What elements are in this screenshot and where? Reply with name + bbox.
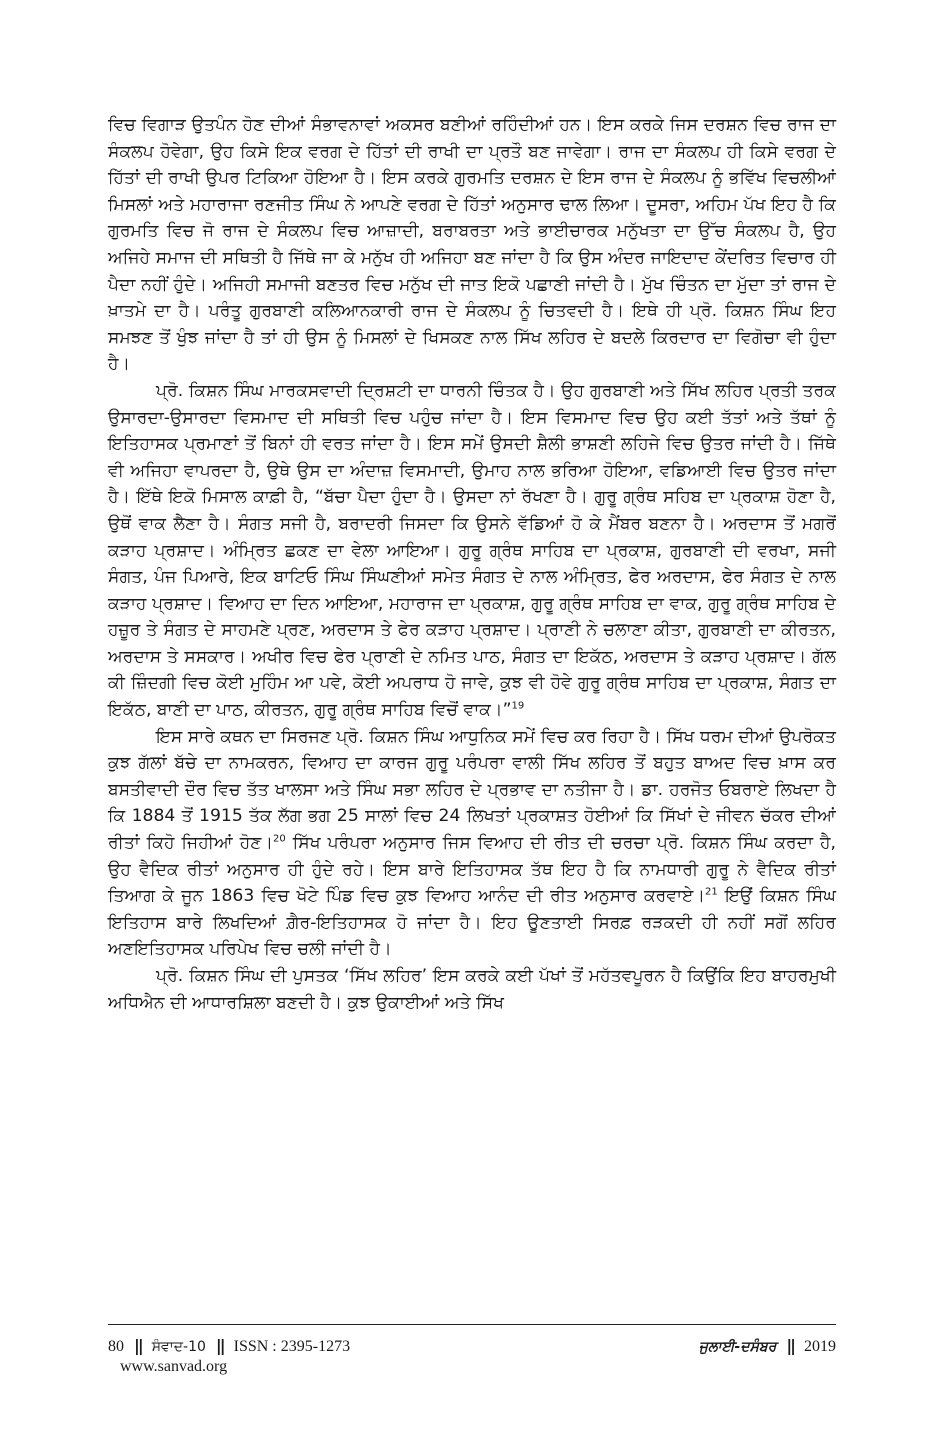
paragraph-3-text-c: ਇਉਂ ਕਿਸ਼ਨ ਸਿੰਘ ਇਤਿਹਾਸ ਬਾਰੇ ਲਿਖਦਿਆਂ ਗ਼ੈਰ-ਇਤਿਹਾਸਕ ਹੋ ਜਾਂਦਾ ਹੈ। ਇਹ ਊਣਤਾਈ ਸਿਰਫ਼ ਰੜਕਦੀ ਹੀ ਨਹੀਂ ਸਗੋਂ ਲਹਿਰ ਅਣਇਤਿਹਾਸਕ ਪਰਿਪੇਖ ਵਿਚ ਚਲੀ ਜਾਂਦੀ ਹੈ। — [108, 886, 837, 960]
footer-separator: || — [134, 1336, 142, 1355]
issue-year: 2019 — [804, 1338, 836, 1355]
footnote-ref-20[interactable]: 20 — [273, 833, 286, 845]
paragraph-4: ਪ੍ਰੋ. ਕਿਸ਼ਨ ਸਿੰਘ ਦੀ ਪੁਸਤਕ ‘ਸਿੱਖ ਲਹਿਰ’ ਇਸ ਕਰਕੇ ਕਈ ਪੱਖਾਂ ਤੋਂ ਮਹੱਤਵਪੂਰਨ ਹੈ ਕਿਉਂਕਿ ਇਹ ਬਾਹਰਮੁਖੀ ਅਧਿਐਨ ਦੀ ਆਧਾਰਸ਼ਿਲਾ ਬਣਦੀ ਹੈ। ਕੁਝ ਉਕਾਈਆਂ ਅਤੇ ਸਿੱਖ — [108, 966, 836, 1013]
journal-name: ਸੰਵਾਦ-10 — [151, 1339, 206, 1355]
footnote-ref-21[interactable]: 21 — [705, 886, 718, 898]
issn: ISSN : 2395-1273 — [233, 1338, 351, 1355]
paragraph-3-text-a: ਇਸ ਸਾਰੇ ਕਥਨ ਦਾ ਸਿਰਜਣ ਪ੍ਰੋ. ਕਿਸ਼ਨ ਸਿੰਘ ਆਧੁਨਿਕ ਸਮੇਂ ਵਿਚ ਕਰ ਰਿਹਾ ਹੈ। ਸਿੱਖ ਧਰਮ ਦੀਆਂ ਉਪਰੋਕਤ ਕੁਝ ਗੱਲਾਂ ਬੱਚੇ ਦਾ ਨਾਮਕਰਨ, ਵਿਆਹ ਦਾ ਕਾਰਜ ਗੁਰੂ ਪਰੰਪਰਾ ਵਾਲੀ ਸਿੱਖ ਲਹਿਰ ਤੋਂ ਬਹੁਤ ਬਾਅਦ ਵਿਚ ਖ਼ਾਸ ਕਰ ਬਸਤੀਵਾਦੀ ਦੌਰ ਵਿਚ ਤੱਤ ਖਾਲਸਾ ਅਤੇ ਸਿੰਘ ਸਭਾ ਲਹਿਰ ਦੇ ਪ੍ਰਭਾਵ ਦਾ ਨਤੀਜਾ ਹੈ। ਡਾ. ਹਰਜੋਤ ਓਬਰਾਏ ਲਿਖਦਾ ਹੈ ਕਿ 1884 ਤੋਂ 1915 ਤੱਕ ਲੱਗ ਭਗ 25 ਸਾਲਾਂ ਵਿਚ 24 ਲਿਖਤਾਂ ਪ੍ਰਕਾਸ਼ਤ ਹੋਈਆਂ ਕਿ ਸਿੱਖਾਂ ਦੇ ਜੀਵਨ ਚੱਕਰ ਦੀਆਂ ਰੀਤਾਂ ਕਿਹੋ ਜਿਹੀਆਂ ਹੋਣ। — [108, 726, 836, 854]
page-number: 80 — [108, 1338, 124, 1355]
website-url[interactable]: www.sanvad.org — [120, 1358, 228, 1375]
footnote-ref-19[interactable]: 19 — [511, 700, 525, 712]
footer-separator: || — [215, 1336, 224, 1355]
footer-right — [699, 1336, 836, 1356]
footer-left — [108, 1336, 350, 1356]
issue-period: ਜੁਲਾਈ-ਦਸੰਬਰ — [698, 1339, 777, 1355]
paragraph-1: ਵਿਚ ਵਿਗਾੜ ਉਤਪੰਨ ਹੋਣ ਦੀਆਂ ਸੰਭਾਵਨਾਵਾਂ ਅਕਸਰ ਬਣੀਆਂ ਰਹਿੰਦੀਆਂ ਹਨ। ਇਸ ਕਰਕੇ ਜਿਸ ਦਰਸ਼ਨ ਵਿਚ ਰਾਜ ਦਾ ਸੰਕਲਪ ਹੋਵੇਗਾ, ਉਹ ਕਿਸੇ ਇਕ ਵਰਗ ਦੇ ਹਿੱਤਾਂ ਦੀ ਰਾਖੀ ਦਾ ਪ੍ਰਤੌ ਬਣ ਜਾਵੇਗਾ। ਰਾਜ ਦਾ ਸੰਕਲਪ ਹੀ ਕਿਸੇ ਵਰਗ ਦੇ ਹਿੱਤਾਂ ਦੀ ਰਾਖੀ ਉਪਰ ਟਿਕਿਆ ਹੋਇਆ ਹੈ। ਇਸ ਕਰਕੇ ਗੁਰਮਤਿ ਦਰਸ਼ਨ ਦੇ ਇਸ ਰਾਜ ਦੇ ਸੰਕਲਪ ਨੂੰ ਭਵਿੱਖ ਵਿਚਲੀਆਂ ਮਿਸਲਾਂ ਅਤੇ ਮਹਾਰਾਜਾ ਰਣਜੀਤ ਸਿੰਘ ਨੇ ਆਪਣੇ ਵਰਗ ਦੇ ਹਿੱਤਾਂ ਅਨੁਸਾਰ ਢਾਲ ਲਿਆ। ਦੂਸਰਾ, ਅਹਿਮ ਪੱਖ ਇਹ ਹੈ ਕਿ ਗੁਰਮਤਿ ਵਿਚ ਜੋ ਰਾਜ ਦੇ ਸੰਕਲਪ ਵਿਚ ਆਜ਼ਾਦੀ, ਬਰਾਬਰਤਾ ਅਤੇ ਭਾਈਚਾਰਕ ਮਨੁੱਖਤਾ ਦਾ ਉੱਚ ਸੰਕਲਪ ਹੈ, ਉਹ ਅਜਿਹੇ ਸਮਾਜ ਦੀ ਸਥਿਤੀ ਹੈ ਜਿੱਥੇ ਜਾ ਕੇ ਮਨੁੱਖ ਹੀ ਅਜਿਹਾ ਬਣ ਜਾਂਦਾ ਹੈ ਕਿ ਉਸ ਅੰਦਰ ਜਾਇਦਾਦ ਕੇਂਦਰਿਤ ਵਿਚਾਰ ਹੀ ਪੈਦਾ ਨਹੀਂ ਹੁੰਦੇ। ਅਜਿਹੀ ਸਮਾਜੀ ਬਣਤਰ ਵਿਚ ਮਨੁੱਖ ਦੀ ਜਾਤ ਇਕੋ ਪਛਾਣੀ ਜਾਂਦੀ ਹੈ। ਮੁੱਖ ਚਿੰਤਨ ਦਾ ਮੁੱਦਾ ਤਾਂ ਰਾਜ ਦੇ ਖ਼ਾਤਮੇ ਦਾ ਹੈ। ਪਰੰਤੂ ਗੁਰਬਾਣੀ ਕਲਿਆਨਕਾਰੀ ਰਾਜ ਦੇ ਸੰਕਲਪ ਨੂੰ ਚਿਤਵਦੀ ਹੈ। ਇਥੇ ਹੀ ਪ੍ਰੋ. ਕਿਸ਼ਨ ਸਿੰਘ ਇਹ ਸਮਝਣ ਤੋਂ ਖੁੰਝ ਜਾਂਦਾ ਹੈ ਤਾਂ ਹੀ ਉਸ ਨੂੰ ਮਿਸਲਾਂ ਦੇ ਖਿਸਕਣ ਨਾਲ ਸਿੱਖ ਲਹਿਰ ਦੇ ਬਦਲੇ ਕਿਰਦਾਰ ਦਾ ਵਿਗੋਚਾ ਵੀ ਹੁੰਦਾ ਹੈ। — [108, 115, 836, 375]
paragraph-2-text: ਪ੍ਰੋ. ਕਿਸ਼ਨ ਸਿੰਘ ਮਾਰਕਸਵਾਦੀ ਦ੍ਰਿਸ਼ਟੀ ਦਾ ਧਾਰਨੀ ਚਿੰਤਕ ਹੈ। ਉਹ ਗੁਰਬਾਣੀ ਅਤੇ ਸਿੱਖ ਲਹਿਰ ਪ੍ਰਤੀ ਤਰਕ ਉਸਾਰਦਾ-ਉਸਾਰਦਾ ਵਿਸਮਾਦ ਦੀ ਸਥਿਤੀ ਵਿਚ ਪਹੁੰਚ ਜਾਂਦਾ ਹੈ। ਇਸ ਵਿਸਮਾਦ ਵਿਚ ਉਹ ਕਈ ਤੱਤਾਂ ਅਤੇ ਤੱਥਾਂ ਨੂੰ ਇਤਿਹਾਸਕ ਪ੍ਰਮਾਣਾਂ ਤੋਂ ਬਿਨਾਂ ਹੀ ਵਰਤ ਜਾਂਦਾ ਹੈ। ਇਸ ਸਮੇਂ ਉਸਦੀ ਸ਼ੈਲੀ ਭਾਸ਼ਣੀ ਲਹਿਜੇ ਵਿਚ ਉਤਰ ਜਾਂਦੀ ਹੈ। ਜਿੱਥੇ ਵੀ ਅਜਿਹਾ ਵਾਪਰਦਾ ਹੈ, ਉਥੇ ਉਸ ਦਾ ਅੰਦਾਜ਼ ਵਿਸਮਾਦੀ, ਉਮਾਹ ਨਾਲ ਭਰਿਆ ਹੋਇਆ, ਵਡਿਆਈ ਵਿਚ ਉਤਰ ਜਾਂਦਾ ਹੈ। ਇੱਥੇ ਇਕੋ ਮਿਸਾਲ ਕਾਫ਼ੀ ਹੈ, “ਬੱਚਾ ਪੈਦਾ ਹੁੰਦਾ ਹੈ। ਉਸਦਾ ਨਾਂ ਰੱਖਣਾ ਹੈ। ਗੁਰੂ ਗ੍ਰੰਥ ਸਹਿਬ ਦਾ ਪ੍ਰਕਾਸ਼ ਹੋਣਾ ਹੈ, ਉਥੋਂ ਵਾਕ ਲੈਣਾ ਹੈ। ਸੰਗਤ ਸਜੀ ਹੈ, ਬਰਾਦਰੀ ਜਿਸਦਾ ਕਿ ਉਸਨੇ ਵੱਡਿਆਂ ਹੋ ਕੇ ਮੈਂਬਰ ਬਣਨਾ ਹੈ। ਅਰਦਾਸ ਤੋਂ ਮਗਰੋਂ ਕੜਾਹ ਪ੍ਰਸ਼ਾਦ। ਅੰਮ੍ਰਿਤ ਛਕਣ ਦਾ ਵੇਲਾ ਆਇਆ। ਗੁਰੂ ਗ੍ਰੰਥ ਸਾਹਿਬ ਦਾ ਪ੍ਰਕਾਸ਼, ਗੁਰਬਾਣੀ ਦੀ ਵਰਖਾ, ਸਜੀ ਸੰਗਤ, ਪੰਜ ਪਿਆਰੇ, ਇਕ ਬਾਟਿਓ ਸਿੰਘ ਸਿੰਘਣੀਆਂ ਸਮੇਤ ਸੰਗਤ ਦੇ ਨਾਲ ਅੰਮ੍ਰਿਤ, ਫੇਰ ਅਰਦਾਸ, ਫੇਰ ਸੰਗਤ ਦੇ ਨਾਲ ਕੜਾਹ ਪ੍ਰਸ਼ਾਦ। ਵਿਆਹ ਦਾ ਦਿਨ ਆਇਆ, ਮਹਾਰਾਜ ਦਾ ਪ੍ਰਕਾਸ਼, ਗੁਰੂ ਗ੍ਰੰਥ ਸਾਹਿਬ ਦਾ ਵਾਕ, ਗੁਰੂ ਗ੍ਰੰਥ ਸਾਹਿਬ ਦੇ ਹਜ਼ੂਰ ਤੇ ਸੰਗਤ ਦੇ ਸਾਹਮਣੇ ਪ੍ਰਣ, ਅਰਦਾਸ ਤੇ ਫੇਰ ਕੜਾਹ ਪ੍ਰਸ਼ਾਦ। ਪ੍ਰਾਣੀ ਨੇ ਚਲਾਣਾ ਕੀਤਾ, ਗੁਰਬਾਣੀ ਦਾ ਕੀਰਤਨ, ਅਰਦਾਸ ਤੇ ਸਸਕਾਰ। ਅਖੀਰ ਵਿਚ ਫੇਰ ਪ੍ਰਾਣੀ ਦੇ ਨਮਿਤ ਪਾਠ, ਸੰਗਤ ਦਾ ਇਕੱਠ, ਅਰਦਾਸ ਤੇ ਕੜਾਹ ਪ੍ਰਸ਼ਾਦ। ਗੱਲ ਕੀ ਜ਼ਿੰਦਗੀ ਵਿਚ ਕੋਈ ਮੁਹਿੰਮ ਆ ਪਵੇ, ਕੋਈ ਅਪਰਾਧ ਹੋ ਜਾਵੇ, ਕੁਝ ਵੀ ਹੋਵੇ ਗੁਰੂ ਗ੍ਰੰਥ ਸਾਹਿਬ ਦਾ ਪ੍ਰਕਾਸ਼, ਸੰਗਤ ਦਾ ਇਕੱਠ, ਬਾਣੀ ਦਾ ਪਾਠ, ਕੀਰਤਨ, ਗੁਰੂ ਗ੍ਰੰਥ ਸਾਹਿਬ ਵਿਚੋਂ ਵਾਕ।” — [108, 380, 836, 721]
footer-separator: || — [786, 1336, 794, 1355]
body-text — [108, 112, 836, 1016]
footer-divider — [108, 1324, 836, 1325]
paragraph-3 — [108, 724, 836, 963]
paragraph-2 — [108, 378, 836, 724]
paragraph-3-text-b: ਸਿੱਖ ਪਰੰਪਰਾ ਅਨੁਸਾਰ ਜਿਸ ਵਿਆਹ ਦੀ ਰੀਤ ਦੀ ਚਰਚਾ ਪ੍ਰੋ. ਕਿਸ਼ਨ ਸਿੰਘ ਕਰਦਾ ਹੈ, ਉਹ ਵੈਦਿਕ ਰੀਤਾਂ ਅਨੁਸਾਰ ਹੀ ਹੁੰਦੇ ਰਹੇ। ਇਸ ਬਾਰੇ ਇਤਿਹਾਸਕ ਤੱਥ ਇਹ ਹੈ ਕਿ ਨਾਮਧਾਰੀ ਗੁਰੂ ਨੇ ਵੈਦਿਕ ਰੀਤਾਂ ਤਿਆਗ ਕੇ ਜੂਨ 1863 ਵਿਚ ਖੋਟੇ ਪਿੰਡ ਵਿਚ ਕੁਝ ਵਿਆਹ ਆਨੰਦ ਦੀ ਰੀਤ ਅਨੁਸਾਰ ਕਰਵਾਏ। — [108, 833, 836, 907]
